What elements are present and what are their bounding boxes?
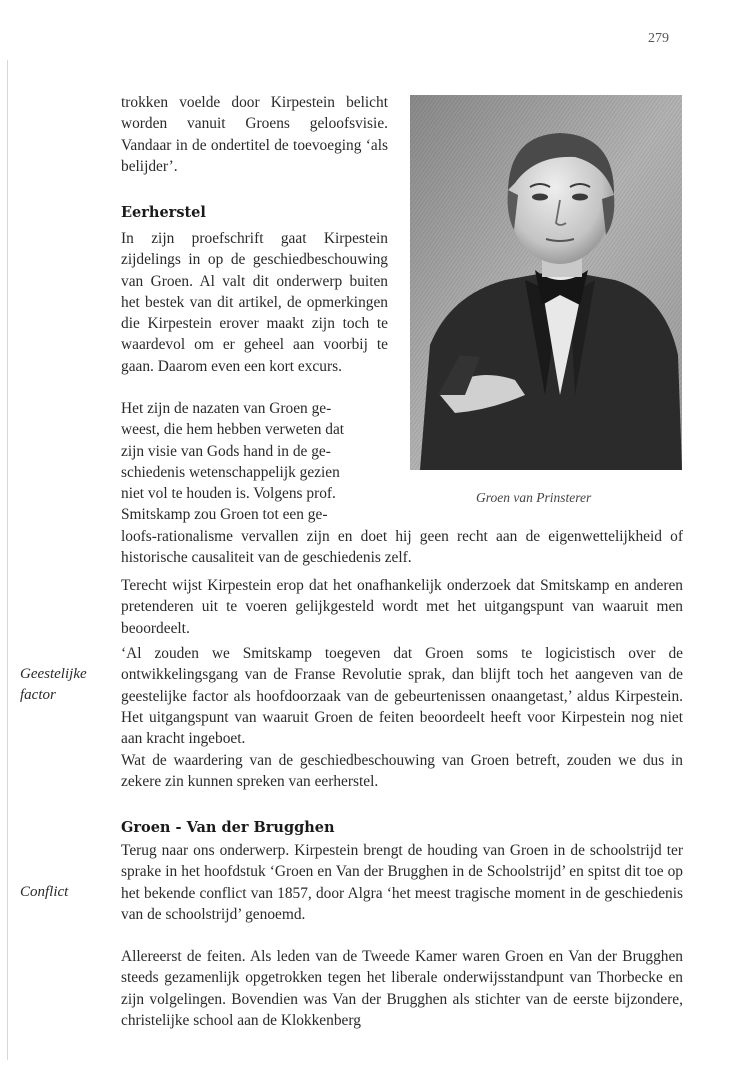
para2-line: schiedenis wetenschappelijk gezien — [121, 463, 340, 481]
eerherstel-paragraph-5 — [121, 750, 683, 793]
intro-paragraph — [121, 92, 388, 177]
eerherstel-paragraph-2-continued — [121, 526, 683, 569]
section-heading-eerherstel: Eerherstel — [121, 204, 206, 221]
para2-rest-text: loofs-rationalisme vervallen zijn en doet hij geen recht aan de eigenwettelijkheid of historische causaliteit van de geschiedenis zelf. — [121, 528, 683, 567]
page-edge-line — [7, 60, 8, 1060]
eerherstel-para1-text: In zijn proefschrift gaat Kirpestein zijdelings in op de geschiedbeschouwing van Groen. Al valt dit onderwerp buiten het bestek van dit artikel, de opmerkingen die Kirpestein erover maakt zijn toch te waardevol om er geheel aan voorbij te gaan. Daarom even een kort excurs. — [121, 230, 388, 375]
eerherstel-paragraph-2-narrow — [121, 398, 393, 526]
margin-note-line: factor — [20, 687, 56, 703]
eerherstel-paragraph-1 — [121, 228, 388, 377]
para2-line: Smitskamp zou Groen tot een ge- — [121, 506, 328, 524]
brugghen-paragraph-1 — [121, 840, 683, 925]
para2-line: Het zijn de nazaten van Groen ge- — [121, 400, 332, 417]
para3-text: Terecht wijst Kirpestein erop dat het onafhankelijk onderzoek dat Smitskamp en anderen pretenderen uit te voeren gelijkgesteld wordt met het uitgangspunt van waaruit men beoordeelt. — [121, 577, 683, 637]
para2-line: zijn visie van Gods hand in de ge- — [121, 442, 331, 460]
image-caption: Groen van Prinsterer — [476, 490, 592, 505]
brugghen-para1-text: Terug naar ons onderwerp. Kirpestein brengt de houding van Groen in de schoolstrijd ter sprake in het hoofdstuk ‘Groen en Van der Brugghen in de Schoolstrijd’ en spitst dit toe op het bekende conflict van 1857, door Algra ‘het meest tragische moment in de geschiedenis van de schoolstrijd’ genoemd. — [121, 842, 683, 923]
margin-note-geestelijke-factor — [20, 664, 87, 706]
intro-text: trokken voelde door Kirpestein belicht worden vanuit Groens geloofsvisie. Vandaar in de ondertitel de toevoeging ‘als belijder’. — [121, 94, 388, 175]
page-number: 279 — [648, 31, 669, 46]
eerherstel-paragraph-4 — [121, 643, 683, 749]
brugghen-para2-text: Allereerst de feiten. Als leden van de Tweede Kamer waren Groen en Van der Brugghen steeds gezamenlijk opgetrokken tegen het liberale onderwijsstandpunt van Thorbecke en zijn volgelingen. Bovendien was Van der Brugghen als stichter van de eerste bijzondere, christelijke school aan de Klokkenberg — [121, 948, 683, 1029]
portrait-engraving — [410, 95, 682, 470]
eerherstel-paragraph-3 — [121, 575, 683, 639]
para2-line: weest, die hem hebben verweten dat — [121, 421, 345, 439]
portrait-image-groen-van-prinsterer — [410, 95, 682, 470]
para4-text: ‘Al zouden we Smitskamp toegeven dat Groen soms te logicistisch over de ontwikkelingsgang van de Franse Revolutie sprak, dan blijft toch het aangeven van de geestelijke factor als hoofdoorzaak van de gebeurtenissen onaangetast,’ aldus Kirpestein. Het uitgangspunt van waaruit Groen de feiten beoordeelt heeft voor Kirpestein nog niet aan kracht ingeboet. — [121, 645, 683, 748]
brugghen-paragraph-2 — [121, 946, 683, 1031]
para2-line: niet vol te houden is. Volgens prof. — [121, 485, 336, 503]
margin-note-line: Geestelijke — [20, 666, 87, 682]
margin-note-conflict: Conflict — [20, 884, 69, 900]
section-heading-groen-van-der-brugghen: Groen - Van der Brugghen — [121, 819, 335, 836]
para5-text: Wat de waardering van de geschiedbeschouwing van Groen betreft, zouden we dus in zekere zin kunnen spreken van eerherstel. — [121, 752, 683, 791]
